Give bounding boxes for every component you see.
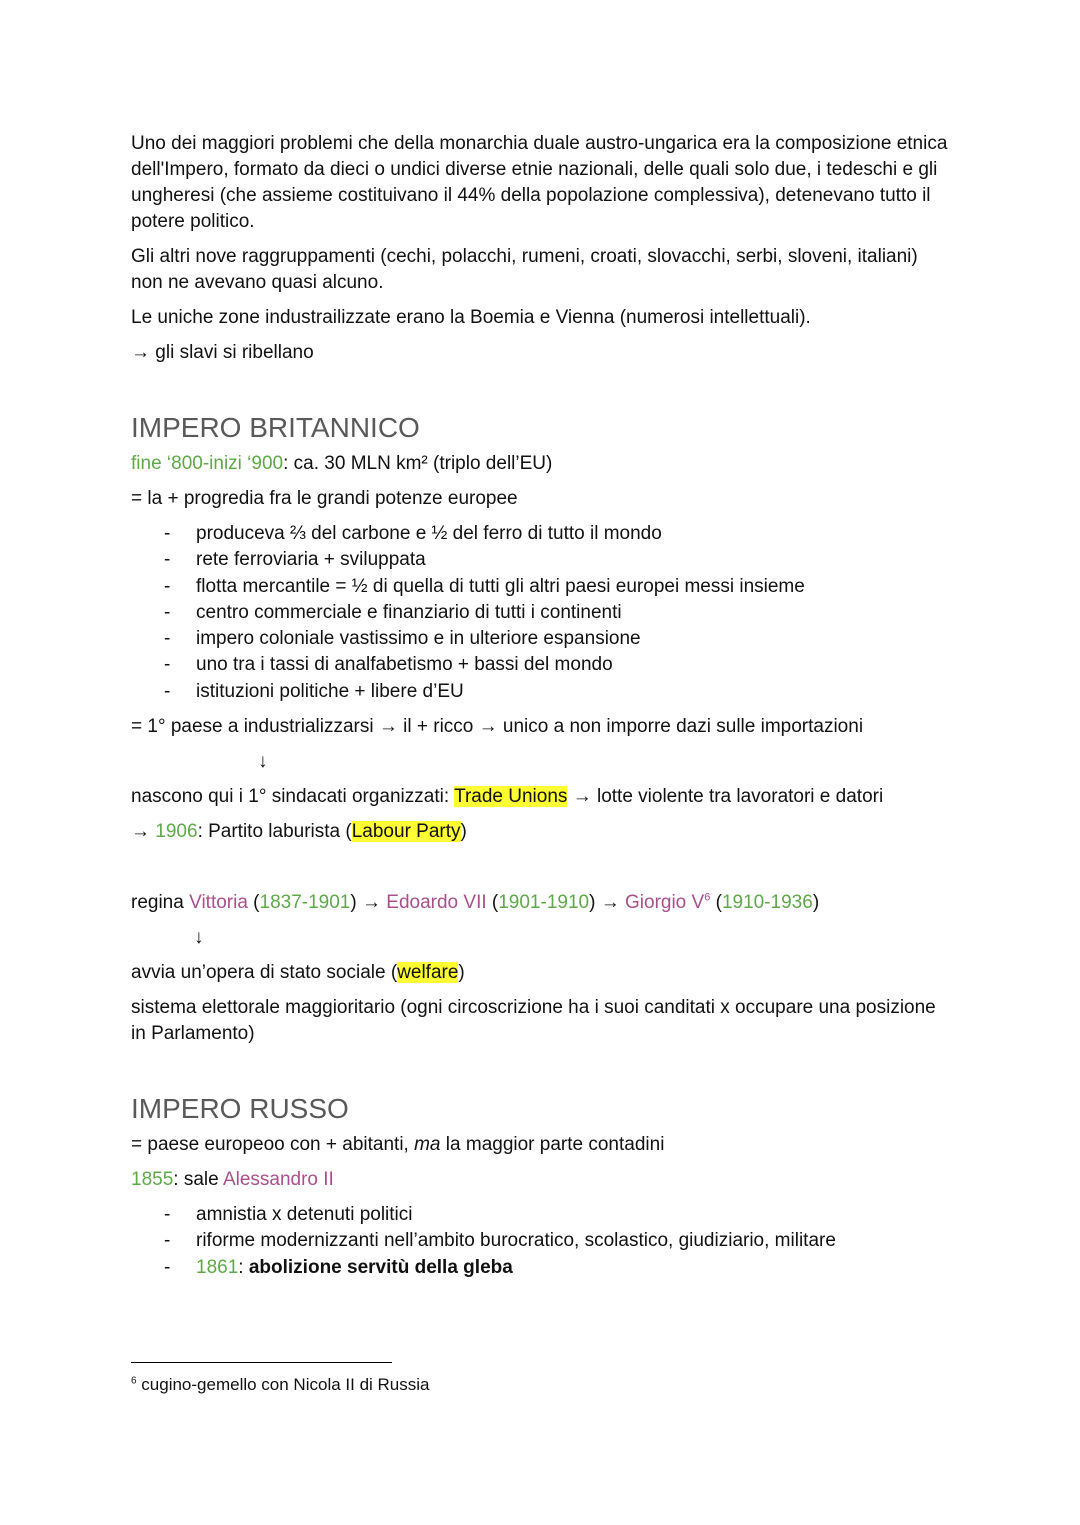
list-item: - impero coloniale vastissimo e in ulteriore espansione [131, 626, 951, 652]
welfare-text: avvia un’opera di stato sociale ( [131, 962, 398, 984]
labour-year: 1906 [155, 821, 198, 843]
down-arrow: ↓ [194, 927, 204, 949]
paren: ( [486, 892, 499, 914]
footnote-separator [131, 1362, 392, 1363]
down-arrow: ↓ [258, 751, 268, 773]
paren-arrow: ) → [589, 892, 625, 914]
serfdom-abolition: abolizione servitù della gleba [248, 1256, 513, 1278]
welfare-close: ) [458, 962, 465, 984]
labour-party-line [131, 819, 951, 845]
rulers-line [131, 890, 951, 916]
list-item: - amnistia x detenuti politici [131, 1202, 951, 1228]
paren-arrow: ) → [350, 892, 387, 914]
austria-paragraph-2: Gli altri nove raggruppamenti (cechi, polacchi, rumeni, croati, slovacchi, serbi, sloveni, italiani) non ne avevano quasi alcuno. [131, 246, 918, 293]
russia-line-1 [131, 1132, 951, 1158]
russia-text: = paese europeoo con + abitanti, [131, 1134, 415, 1156]
paren: ( [247, 892, 260, 914]
list-item: - uno tra i tassi di analfabetismo + bassi del mondo [131, 652, 951, 678]
britain-summary: = la + progredia fra le grandi potenze europee [131, 488, 518, 509]
labour-party-highlight: Labour Party [351, 821, 461, 843]
britain-area: : ca. 30 MLN km² (triplo dell’EU) [283, 453, 553, 474]
reform-year: 1861 [196, 1256, 239, 1278]
ruler-edoardo: Edoardo VII [386, 892, 487, 914]
list-item: - rete ferroviaria + sviluppata [131, 547, 951, 573]
electoral-system: sistema elettorale maggioritario (ogni circoscrizione ha i suoi canditati x occupare una posizione in Parlamento) [131, 997, 936, 1045]
list-item: - flotta mercantile = ½ di quella di tutti gli altri paesi europei messi insieme [131, 574, 951, 600]
russia-text-end: la maggior parte contadini [440, 1134, 665, 1156]
russia-line-2 [131, 1167, 951, 1193]
ruler-giorgio: Giorgio V [625, 892, 705, 914]
tsar-name: Alessandro II [222, 1169, 334, 1191]
austria-paragraph-1: Uno dei maggiori problemi che della monarchia duale austro-ungarica era la composizione etnica dell'Impero, formato da dieci o undici diverse etnie nazionali, delle quali solo due, i tedeschi e gli ungheresi (che assieme costituivano il 44% della popolazione complessiva), detenevano tutto il potere politico. [131, 133, 948, 232]
rulers-prefix: regina [131, 892, 190, 914]
russia-italic: ma [414, 1134, 441, 1156]
britain-period: fine ‘800-inizi ‘900 [131, 453, 284, 474]
reign-years: 1837-1901 [259, 892, 351, 914]
labour-text: : Partito laburista ( [197, 821, 352, 843]
footnote-number: 6 [131, 1375, 137, 1387]
welfare-line [131, 960, 951, 986]
footnote-text: cugino-gemello con Nicola II di Russia [136, 1375, 430, 1394]
reign-years: 1910-1936 [721, 892, 813, 914]
heading-britain: IMPERO BRITANNICO [131, 412, 420, 443]
trade-unions-highlight: Trade Unions [454, 786, 568, 808]
britain-first-industrial: = 1° paese a industrializzarsi → il + ricco → unico a non imporre dazi sulle importazioni [131, 716, 864, 738]
colon: : [238, 1256, 249, 1278]
russia-year: 1855 [131, 1169, 174, 1191]
russia-list [131, 1202, 951, 1281]
paren: ( [710, 892, 722, 914]
unions-consequence: → lotte violente tra lavoratori e datori [567, 786, 884, 808]
list-item: - riforme modernizzanti nell’ambito burocratico, scolastico, giudiziario, militare [131, 1228, 951, 1254]
list-item [131, 1255, 951, 1281]
labour-arrow: → [131, 821, 156, 843]
footnote-mark: 6 [704, 891, 711, 904]
austria-paragraph-4: → gli slavi si ribellano [131, 342, 314, 363]
list-item: - centro commerciale e finanziario di tutti i continenti [131, 600, 951, 626]
austria-paragraph-3: Le uniche zone industrailizzate erano la Boemia e Vienna (numerosi intellettuali). [131, 307, 811, 328]
list-item: - istituzioni politiche + libere d’EU [131, 679, 951, 705]
welfare-highlight: welfare [397, 962, 459, 984]
heading-russia: IMPERO RUSSO [131, 1093, 349, 1125]
ruler-vittoria: Vittoria [189, 892, 248, 914]
document-body [131, 131, 951, 1281]
footnote [131, 1374, 429, 1396]
labour-close: ) [460, 821, 467, 843]
paren: ) [812, 892, 820, 914]
unions-text: nascono qui i 1° sindacati organizzati: [131, 786, 455, 808]
russia-sale: : sale [173, 1169, 223, 1191]
britain-area-line [131, 451, 951, 477]
britain-list [131, 521, 951, 705]
reign-years: 1901-1910 [498, 892, 590, 914]
trade-unions-line [131, 784, 951, 810]
list-item: - produceva ⅔ del carbone e ½ del ferro di tutto il mondo [131, 521, 951, 547]
